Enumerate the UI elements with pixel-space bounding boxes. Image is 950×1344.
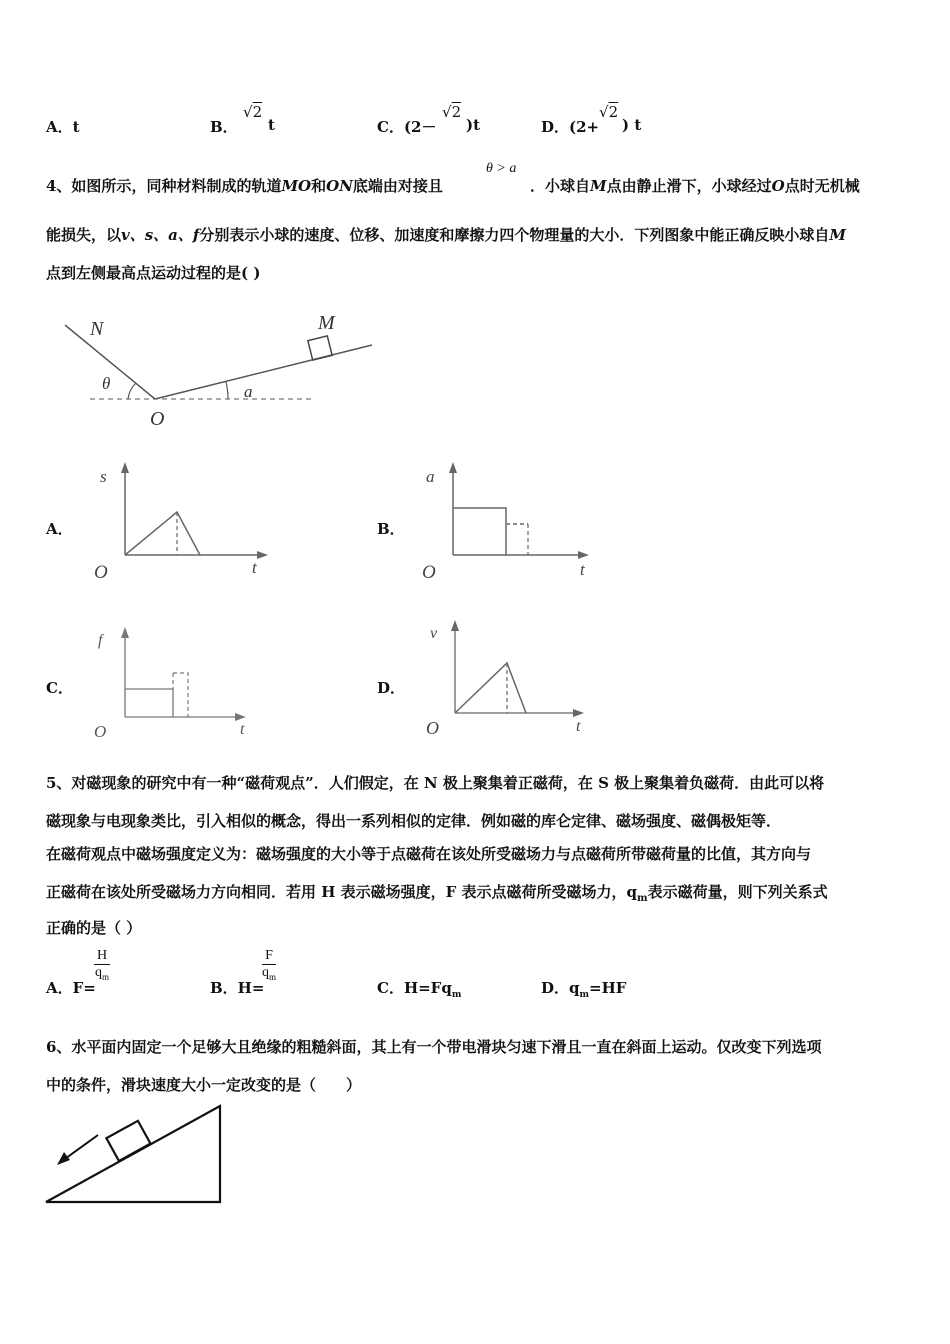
- q4-graph-d: [420, 618, 600, 738]
- q4-graph-a: [90, 460, 280, 583]
- q4-line3: 点到左侧最高点运动过程的是( ): [46, 264, 261, 282]
- graph-d-curve: [455, 663, 526, 713]
- graph-b-origin: O: [422, 562, 436, 583]
- q4-option-d[interactable]: D．: [377, 679, 406, 697]
- slider-block: [106, 1121, 150, 1161]
- graph-b-x-label: t: [580, 560, 585, 579]
- graph-c-step1: [125, 689, 173, 717]
- q3-option-c[interactable]: C．(2－: [377, 118, 437, 136]
- q4-graph-c: [90, 625, 270, 740]
- q5-line5: 正确的是（ ）: [46, 919, 142, 937]
- block-m: [308, 336, 332, 360]
- q3-option-c-tail: )t: [466, 116, 481, 134]
- motion-arrow-head: [57, 1152, 70, 1165]
- graph-b-step1: [453, 508, 506, 555]
- graph-a-y-label: s: [100, 467, 107, 486]
- label-o: O: [150, 408, 165, 430]
- graph-c-y-label: f: [98, 632, 103, 649]
- q3-option-b-radical: √2: [243, 103, 263, 121]
- q3-option-d-radical: √2: [599, 103, 619, 121]
- q5-option-a-fraction: $\frac{H}{q_m}$: [95, 948, 110, 982]
- q5-option-c[interactable]: C．$H=Fq_m$: [377, 979, 462, 1000]
- angle-alpha-arc: [226, 382, 228, 399]
- label-theta: θ: [102, 374, 111, 393]
- track-mo: [155, 345, 372, 399]
- q5-line2: 磁现象与电现象类比，引入相似的概念，得出一系列相似的定律．例如磁的库仑定律、磁场强度、磁偶极矩等．: [46, 812, 782, 830]
- graph-c-origin: O: [94, 722, 107, 741]
- q3-option-d[interactable]: D．(2+: [541, 118, 600, 136]
- q4-line1-tail: ．小球自M点由静止滑下，小球经过O点时无机械: [530, 177, 860, 195]
- label-m: M: [318, 312, 335, 334]
- q4-option-a[interactable]: A．: [46, 520, 73, 538]
- q4-track-figure: [60, 305, 380, 430]
- q3-option-a[interactable]: A．t: [46, 118, 80, 136]
- label-alpha: a: [244, 382, 253, 401]
- q4-line1: 4、如图所示，同种材料制成的轨道MO和ON底端由对接且: [46, 177, 443, 195]
- q5-line1: 5、对磁现象的研究中有一种“磁荷观点”．人们假定，在 N 极上聚集着正磁荷，在 S 极上聚集着负磁荷．由此可以将: [46, 774, 825, 792]
- q3-option-b[interactable]: B．: [210, 118, 238, 136]
- q5-line4: 正磁荷在该处所受磁场力方向相同．若用 H 表示磁场强度，F 表示点磁荷所受磁场力，$q_m$表示磁荷量，则下列关系式: [46, 883, 828, 904]
- graph-d-x-label: t: [576, 718, 581, 735]
- graph-d-origin: O: [426, 718, 439, 738]
- q5-option-b[interactable]: B．H=: [210, 979, 265, 997]
- q3-option-d-tail: ) t: [622, 116, 642, 134]
- graph-a-curve: [125, 512, 200, 555]
- graph-c-x-label: t: [240, 721, 245, 738]
- q3-option-b-tail: t: [268, 116, 275, 134]
- graph-a-x-label: t: [252, 558, 257, 577]
- q4-option-b[interactable]: B．: [377, 520, 405, 538]
- q5-option-d[interactable]: D．$q_m=HF$: [541, 979, 627, 1000]
- q4-option-c[interactable]: C．: [46, 679, 73, 697]
- q3-option-c-radical: √2: [442, 103, 462, 121]
- angle-theta-arc: [128, 383, 136, 399]
- q4-graph-b: [418, 460, 608, 583]
- q4-line2: 能损失，以v、s、a、f分别表示小球的速度、位移、加速度和摩擦力四个物理量的大小．下列图象中能正确反映小球自M: [46, 226, 846, 244]
- q6-line1: 6、水平面内固定一个足够大且绝缘的粗糙斜面，其上有一个带电滑块匀速下滑且一直在斜面上运动。仅改变下列选项: [46, 1038, 822, 1056]
- q5-option-b-fraction: $\frac{F}{q_m}$: [262, 948, 277, 982]
- graph-b-y-label: a: [426, 467, 435, 486]
- q6-incline-figure: [40, 1100, 230, 1210]
- q4-condition: θ > a: [486, 161, 517, 176]
- q6-line2: 中的条件，滑块速度大小一定改变的是（ ）: [46, 1076, 362, 1094]
- q5-line3: 在磁荷观点中磁场强度定义为：磁场强度的大小等于点磁荷在该处所受磁场力与点磁荷所带磁荷量的比值，其方向与: [46, 845, 812, 863]
- q5-option-a[interactable]: A．F=: [46, 979, 96, 997]
- label-n: N: [90, 318, 104, 340]
- graph-d-y-label: v: [430, 625, 438, 642]
- graph-a-origin: O: [94, 562, 108, 583]
